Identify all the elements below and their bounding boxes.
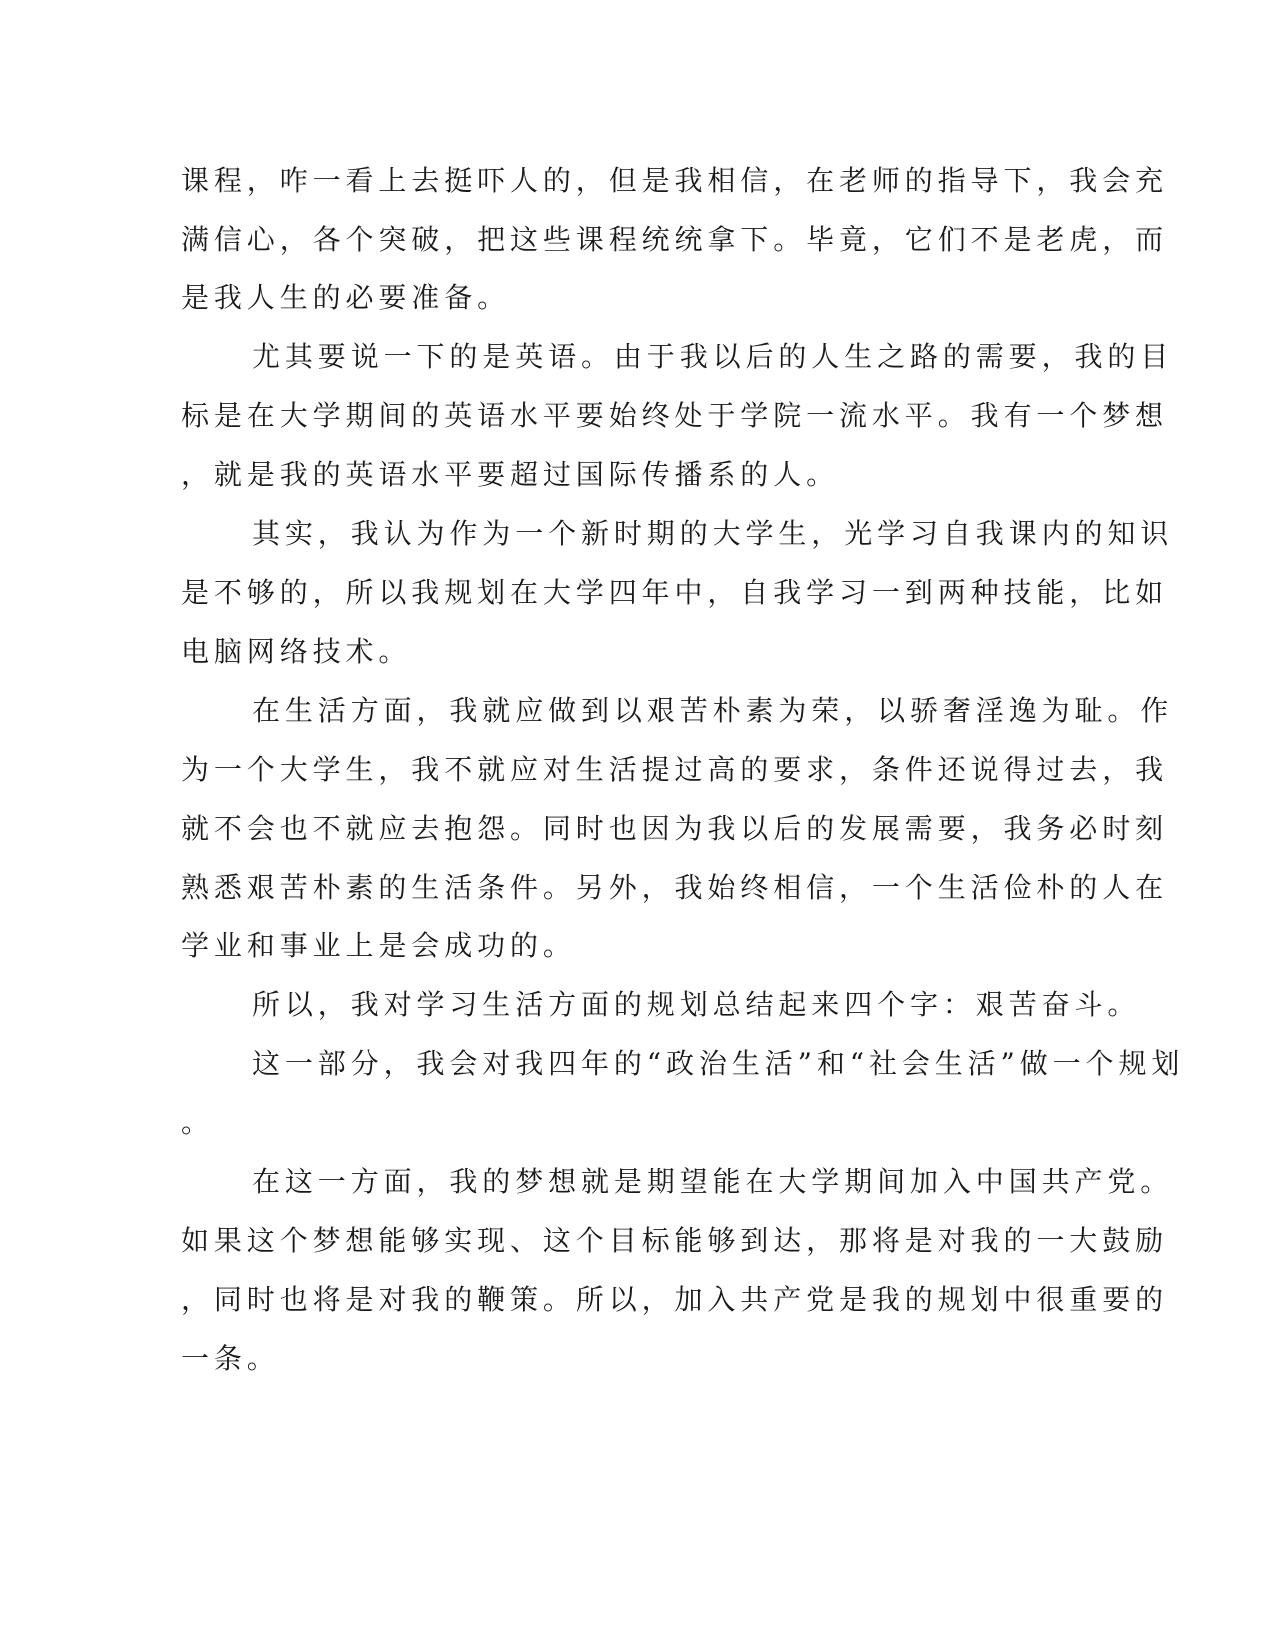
text-line: 标是在大学期间的英语水平要始终处于学院一流水平。我有一个梦想 bbox=[181, 399, 1169, 432]
text-line: 熟悉艰苦朴素的生活条件。另外，我始终相信，一个生活俭朴的人在 bbox=[181, 871, 1169, 904]
text-line: 满信心，各个突破，把这些课程统统拿下。毕竟，它们不是老虎，而 bbox=[181, 223, 1169, 256]
text-line: 其实，我认为作为一个新时期的大学生，光学习自我课内的知识 bbox=[252, 517, 1174, 550]
text-line: 所以，我对学习生活方面的规划总结起来四个字：艰苦奋斗。 bbox=[252, 988, 1141, 1021]
text-line: ，同时也将是对我的鞭策。所以，加入共产党是我的规划中很重要的 bbox=[181, 1283, 1169, 1316]
text-line: 尤其要说一下的是英语。由于我以后的人生之路的需要，我的目 bbox=[252, 340, 1174, 373]
text-line: 是不够的，所以我规划在大学四年中，自我学习一到两种技能，比如 bbox=[181, 576, 1169, 609]
text-line: 课程，咋一看上去挺吓人的，但是我相信，在老师的指导下，我会充 bbox=[181, 164, 1169, 197]
text-line: 。 bbox=[181, 1106, 214, 1139]
text-line: 这一部分，我会对我四年的“政治生活”和“社会生活”做一个规划 bbox=[252, 1047, 1185, 1080]
text-line: 在生活方面，我就应做到以艰苦朴素为荣，以骄奢淫逸为耻。作 bbox=[252, 694, 1174, 727]
text-line: 在这一方面，我的梦想就是期望能在大学期间加入中国共产党。 bbox=[252, 1165, 1174, 1198]
text-line: 一条。 bbox=[181, 1342, 280, 1375]
text-line: 为一个大学生，我不就应对生活提过高的要求，条件还说得过去，我 bbox=[181, 753, 1169, 786]
text-line: ，就是我的英语水平要超过国际传播系的人。 bbox=[181, 458, 840, 491]
text-line: 学业和事业上是会成功的。 bbox=[181, 929, 576, 962]
text-line: 就不会也不就应去抱怨。同时也因为我以后的发展需要，我务必时刻 bbox=[181, 812, 1169, 845]
text-line: 电脑网络技术。 bbox=[181, 635, 412, 668]
text-line: 如果这个梦想能够实现、这个目标能够到达，那将是对我的一大鼓励 bbox=[181, 1224, 1169, 1257]
text-line: 是我人生的必要准备。 bbox=[181, 281, 511, 314]
